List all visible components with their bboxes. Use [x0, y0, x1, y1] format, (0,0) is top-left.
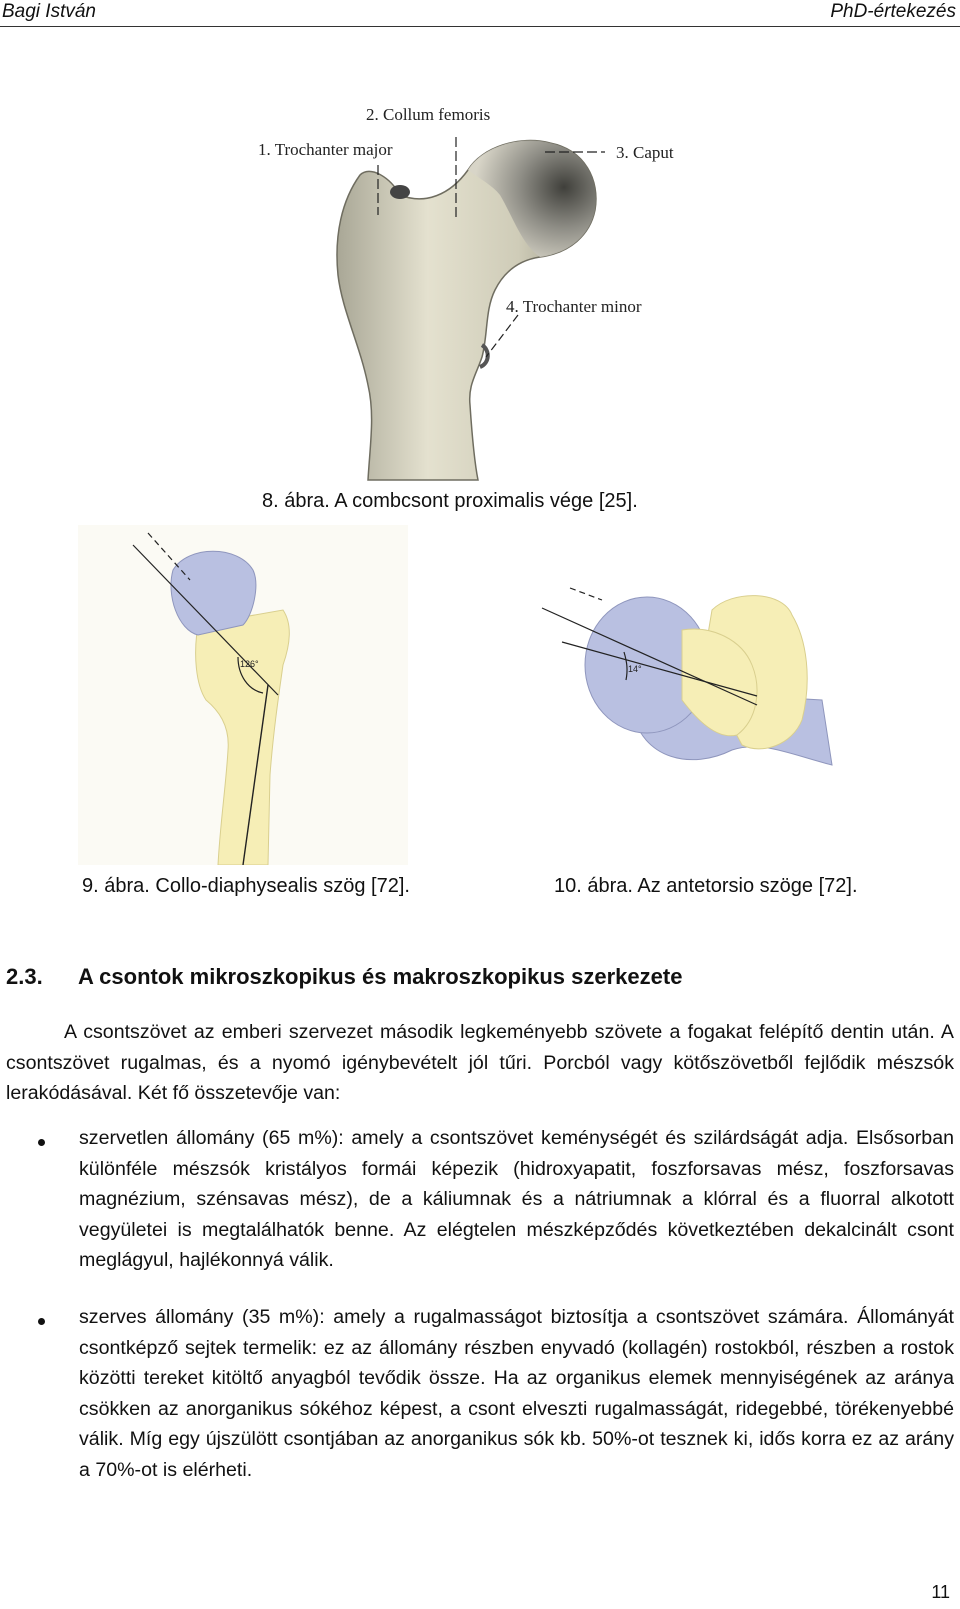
section-number: 2.3.: [6, 964, 43, 989]
figure-9-angle-diagram: [78, 525, 408, 865]
section-title: A csontok mikroszkopikus és makroszkopikus szerkezete: [78, 964, 683, 989]
bullet-marker: [38, 1139, 45, 1146]
figure-9-caption: 9. ábra. Collo-diaphysealis szög [72].: [82, 875, 410, 897]
figure-10-antetorsion-diagram: [532, 570, 842, 790]
femoral-head-blue: [171, 551, 256, 635]
figure-8-caption: 8. ábra. A combcsont proximalis vége [25].: [262, 490, 638, 512]
figure-8-femur-illustration: [250, 95, 710, 485]
header-doc-type: PhD-értekezés: [830, 1, 956, 22]
label-collum-femoris: 2. Collum femoris: [366, 105, 491, 124]
page-number: 11: [931, 1582, 950, 1602]
bullet-item-2: szerves állomány (35 m%): amely a rugalmasságot biztosítja a csontszövet számára. Állományát csontképző sejtek termelik: ez az állomány részben enyvadó (kollagén) rostokból, részben a rostok közötti tereket kitöltő anyagból tevődik össze. Ha az organikus elemek mennyiségének az aránya csökken az anorganikus sókéhoz képest, a csont elveszti rugalmasságát, ridegebbé, törékenyebbé válik. Míg egy újszülött csontjában az anorganikus sók kb. 50%-ot tesznek ki, idős korra ez az arány a 70%-ot is elérheti.: [79, 1306, 954, 1481]
section-heading: [6, 964, 682, 990]
angle-label-14: 14°: [628, 664, 642, 674]
figure-10-caption: 10. ábra. Az antetorsio szöge [72].: [554, 875, 858, 897]
leader-trochanter-minor: [486, 315, 518, 357]
bullet-marker: [38, 1318, 45, 1325]
dashed-axis-10: [570, 588, 602, 600]
bullet-item-1: szervetlen állomány (65 m%): amely a csontszövet keménységét és szilárdságát adja. Elsősorban különféle mészsók kristályos formái képezik (hidroxyapatit, foszforsavas mész, foszforsavas magnézium, szénsavas mész), de a káliumnak és a nátriumnak a klórral és a fluorral alkotott vegyületei is megtalálhatók benne. Az elégtelen mészképződés következtében dekalcinált csont meglágyul, hajlékonnyá válik.: [79, 1127, 954, 1271]
intro-paragraph: A csontszövet az emberi szervezet második legkeményebb szövete a fogakat felépítő dentin után. A csontszövet rugalmas, és a nyomó igénybevételt jól tűri. Porcból vagy kötőszövetből fejlődik mészsók lerakódásával. Két fő összetevője van:: [6, 1021, 954, 1104]
label-caput: 3. Caput: [616, 143, 674, 162]
angle-label-126: 126°: [240, 659, 259, 669]
trochanter-fossa: [390, 185, 410, 199]
label-trochanter-major: 1. Trochanter major: [258, 140, 393, 159]
label-trochanter-minor: 4. Trochanter minor: [506, 297, 642, 316]
header-author: Bagi István: [2, 1, 96, 22]
running-header: [0, 0, 960, 27]
